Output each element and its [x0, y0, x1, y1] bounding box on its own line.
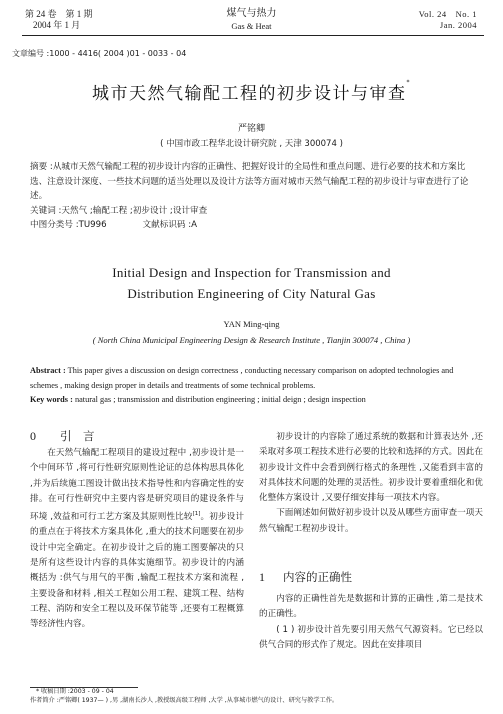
- paragraph: 下面阐述如何做好初步设计以及从哪些方面审查一项天然气输配工程初步设计。: [259, 508, 483, 534]
- journal-name-cn: 煤气与热力: [226, 8, 277, 19]
- abstract-en-label: Abstract :: [30, 366, 66, 375]
- title-en-line-1: Initial Design and Inspection for Transmission and: [112, 265, 391, 280]
- paragraph: 内容的正确性首先是数据和计算的正确性 ,第二是技术的正确性。: [259, 594, 483, 620]
- paragraph: ( 1 ) 初步设计首先要引用天然气气源资料。它已经以供气合同的形式作了规定。因此在安排项目: [259, 624, 483, 650]
- author-bio: 作者简介 :严铭卿( 1937— ) ,男 ,湖南长沙人 ,教授级高级工程师 ,大学 ,从事城市燃气的设计、研究与教学工作。: [30, 696, 339, 704]
- article-title-en: [0, 262, 503, 304]
- paragraph: [30, 446, 244, 632]
- clc-number: 中图分类号 :TU996: [30, 220, 107, 230]
- section-heading-introduction: [30, 428, 95, 444]
- section-title: 内容的正确性: [283, 570, 352, 584]
- received-date: * 收稿日期 :2003 - 09 - 04: [36, 688, 114, 695]
- section-title: 引 言: [60, 429, 95, 443]
- body-column-right-continued: [259, 592, 483, 653]
- date-cn: 2004 年 1 月: [33, 20, 81, 30]
- volume-issue-en: Vol. 24 No. 1: [418, 9, 477, 19]
- body-column-left: [30, 446, 244, 632]
- author-cn: 严铭卿: [237, 124, 265, 134]
- paragraph-text: 。初步设计的重点在于将技术方案具体化 ,重大的技术问题要在初步设计中完全确定。在初步设计之后的施工图要解决的只是所有这些设计内容的具体实施细节。初步设计的内涵概括为 :供气与用气的平衡 ,输配工程技术方案和流程 ,主要设备和材料 ,相关工程如公用工程、建筑工程、结构工程、消防和安全工程以及环保节能等 ,还要有工程概算等经济性内容。: [30, 512, 244, 630]
- section-number: 0: [30, 429, 36, 443]
- header-right: [419, 9, 477, 31]
- affiliation-cn: ( 中国市政工程华北设计研究院 , 天津 300074 ): [160, 139, 343, 149]
- header-rule: [22, 35, 484, 36]
- keywords-en-label: Key words :: [30, 395, 73, 404]
- keywords-cn: 关键词 :天然气 ;输配工程 ;初步设计 ;设计审查: [30, 206, 208, 216]
- article-number: 文章编号 :1000 - 4416( 2004 )01 - 0033 - 04: [12, 49, 187, 58]
- abstract-en: [30, 364, 482, 393]
- body-column-right: [259, 430, 483, 537]
- abstract-cn: 摘要 :从城市天然气输配工程的初步设计内容的正确性、把握好设计的全局性和重点问题、进行必要的技术和方案比选、注意设计深度、一些技术问题的适当处理以及设计方法等方面对城市天然气输配工程的初步设计与审查进行了论述。: [30, 162, 469, 201]
- footnote: [30, 688, 490, 705]
- affiliation-en: ( North China Municipal Engineering Design & Research Institute , Tianjin 300074 , China ): [92, 335, 411, 345]
- title-en-line-2: Distribution Engineering of City Natural Gas: [127, 286, 376, 301]
- paragraph-text: 在天然气输配工程项目的建设过程中 ,初步设计是一个中间环节 ,将可行性研究原则性论证的总体构思具体化 ,并为后续施工图设计做出技术指导性和内容确定性的安排。在可行性研究中主要内容是研究项目的建设条件与环境 ,效益和可行工艺方案及其原则性比较: [30, 448, 244, 523]
- paragraph: 初步设计的内容除了通过系统的数据和计算表达外 ,还采取对多项工程技术进行必要的比较和选择的方式。因此在初步设计文件中会看到例行格式的条理性 ,又能看到丰富的对具体技术问题的处理的灵活性。初步设计要着重细化和优化整体方案设计 ,又要仔细安排每一项技术内容。: [259, 432, 483, 504]
- classification-line: [30, 218, 482, 232]
- section-heading-correctness: [259, 569, 352, 585]
- keywords-en-text: natural gas ; transmission and distribution engineering ; initial deign ; design inspection: [72, 395, 366, 404]
- document-code: 文献标识码 :A: [142, 220, 198, 230]
- journal-name-en: Gas & Heat: [231, 21, 272, 31]
- section-number: 1: [259, 570, 265, 584]
- date-en: Jan. 2004: [439, 20, 477, 30]
- volume-issue-cn: 第 24 卷 第 1 期: [25, 9, 93, 19]
- title-text: 城市天然气输配工程的初步设计与审查: [92, 84, 407, 104]
- article-title-cn: [0, 79, 503, 104]
- keywords-en: [30, 393, 482, 407]
- title-footnote-mark: *: [406, 79, 411, 86]
- abstract-en-text: This paper gives a discussion on design correctness , conducting necessary comparison on adopted technologies and schemes , making design proper in details and treatments of some technical problems.: [30, 366, 454, 390]
- author-en: YAN Ming-qing: [223, 319, 280, 329]
- citation: [1]: [192, 511, 201, 518]
